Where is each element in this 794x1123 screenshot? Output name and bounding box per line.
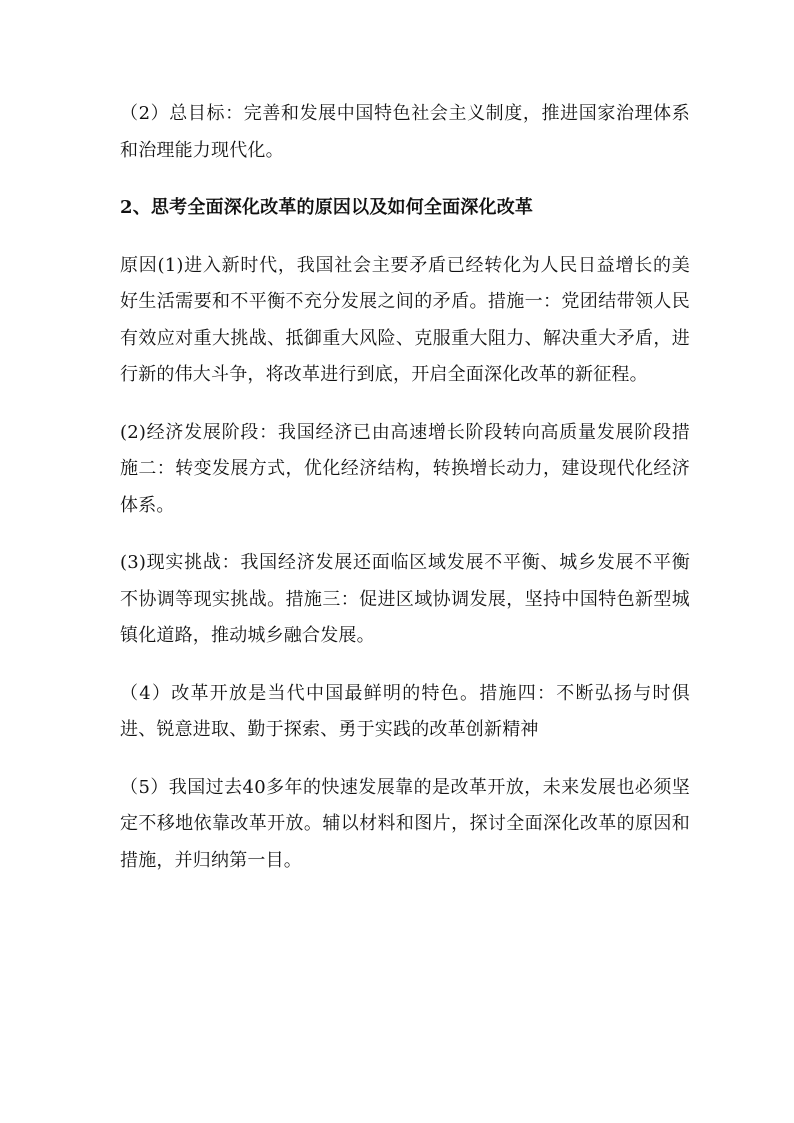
paragraph-overall-goal: （2）总目标：完善和发展中国特色社会主义制度，推进国家治理体系和治理能力现代化。 bbox=[120, 103, 690, 161]
paragraph-reason-5: （5）我国过去40多年的快速发展靠的是改革开放，未来发展也必须坚定不移地依靠改革开放。辅以材料和图片，探讨全面深化改革的原因和措施，并归纳第一目。 bbox=[120, 776, 690, 871]
paragraph-reason-1: 原因(1)进入新时代，我国社会主要矛盾已经转化为人民日益增长的美好生活需要和不平衡不充分发展之间的矛盾。措施一：党团结带领人民有效应对重大挑战、抵御重大风险、克服重大阻力、解决重大矛盾，进行新的伟大斗争，将改革进行到底，开启全面深化改革的新征程。 bbox=[120, 254, 690, 385]
document-page bbox=[120, 96, 690, 879]
section-heading: 2、思考全面深化改革的原因以及如何全面深化改革 bbox=[120, 197, 534, 218]
paragraph-reason-3: (3)现实挑战：我国经济发展还面临区域发展不平衡、城乡发展不平衡不协调等现实挑战。措施三：促进区域协调发展，坚持中国特色新型城镇化道路，推动城乡融合发展。 bbox=[120, 552, 690, 646]
paragraph-reason-4: （4）改革开放是当代中国最鲜明的特色。措施四：不断弘扬与时俱进、锐意进取、勤于探索、勇于实践的改革创新精神 bbox=[120, 682, 690, 740]
paragraph-reason-2: (2)经济发展阶段：我国经济已由高速增长阶段转向高质量发展阶段措施二：转变发展方式，优化经济结构，转换增长动力，建设现代化经济体系。 bbox=[120, 421, 690, 516]
